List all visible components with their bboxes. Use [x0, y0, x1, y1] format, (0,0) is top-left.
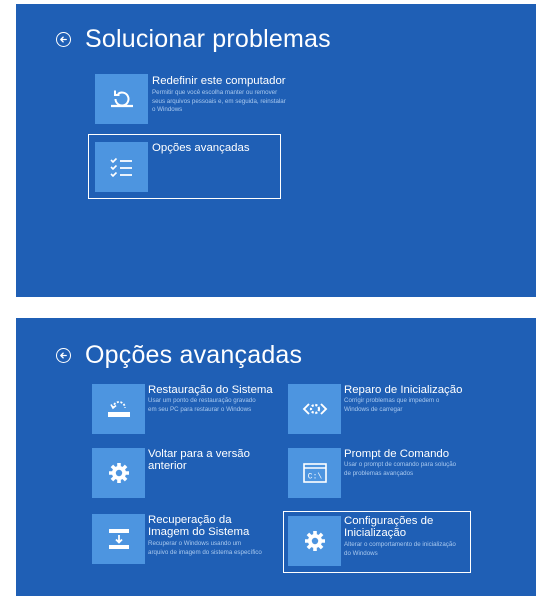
option-label: Prompt de Comando [344, 448, 450, 460]
option-label: Restauração do Sistema [148, 384, 273, 396]
system-image-icon [105, 525, 133, 553]
advanced-options-tile [95, 142, 148, 192]
option-previous-version[interactable] [92, 448, 282, 503]
startup-repair-tile [288, 384, 341, 434]
gear-icon [301, 527, 329, 555]
option-label: Voltar para a versão anterior [148, 448, 250, 472]
command-prompt-icon-text: C:\ [307, 472, 322, 482]
system-image-tile [92, 514, 145, 564]
option-label: Redefinir este computador [152, 75, 286, 87]
back-arrow-icon [59, 351, 68, 360]
option-system-restore[interactable] [92, 384, 282, 439]
startup-settings-tile [288, 516, 341, 566]
option-description: Corrigir problemas que impedem o Windows de carregar [344, 397, 440, 413]
page-title: Opções avançadas [85, 341, 303, 369]
command-prompt-icon [301, 459, 329, 487]
back-button[interactable] [56, 32, 71, 47]
option-description: Alterar o comportamento de inicialização do Windows [344, 541, 456, 557]
checklist-icon [108, 153, 136, 181]
option-description: Recuperar o Windows usando um arquivo de imagem do sistema específico [148, 540, 262, 556]
system-restore-tile [92, 384, 145, 434]
back-arrow-icon [59, 35, 68, 44]
command-prompt-tile [288, 448, 341, 498]
option-description: Usar o prompt de comando para solução de problemas avançados [344, 461, 457, 477]
back-button[interactable] [56, 348, 71, 363]
reset-pc-icon [108, 85, 136, 113]
option-startup-repair[interactable] [288, 384, 478, 439]
startup-repair-icon [301, 395, 329, 423]
option-startup-settings[interactable] [288, 516, 468, 568]
header [56, 341, 302, 370]
option-label: Reparo de Inicialização [344, 384, 463, 396]
option-advanced[interactable] [95, 142, 275, 192]
option-label: Configurações de Inicialização [344, 515, 434, 539]
troubleshoot-panel [16, 4, 536, 297]
gear-icon [105, 459, 133, 487]
system-restore-icon [105, 395, 133, 423]
option-command-prompt[interactable] [288, 448, 478, 503]
previous-version-tile [92, 448, 145, 498]
option-description: Usar um ponto de restauração gravado em seu PC para restaurar o Windows [148, 397, 256, 413]
reset-pc-tile [95, 74, 148, 124]
option-label: Opções avançadas [152, 142, 250, 154]
page-title: Solucionar problemas [85, 25, 331, 53]
header [56, 25, 331, 54]
option-label: Recuperação da Imagem do Sistema [148, 514, 250, 538]
option-description: Permitir que você escolha manter ou remover seus arquivos pessoais e, em seguida, reinstalar o Windows [152, 89, 286, 113]
option-system-image-recovery[interactable] [92, 514, 282, 576]
advanced-options-panel [16, 318, 536, 596]
option-reset-pc[interactable] [95, 74, 295, 124]
